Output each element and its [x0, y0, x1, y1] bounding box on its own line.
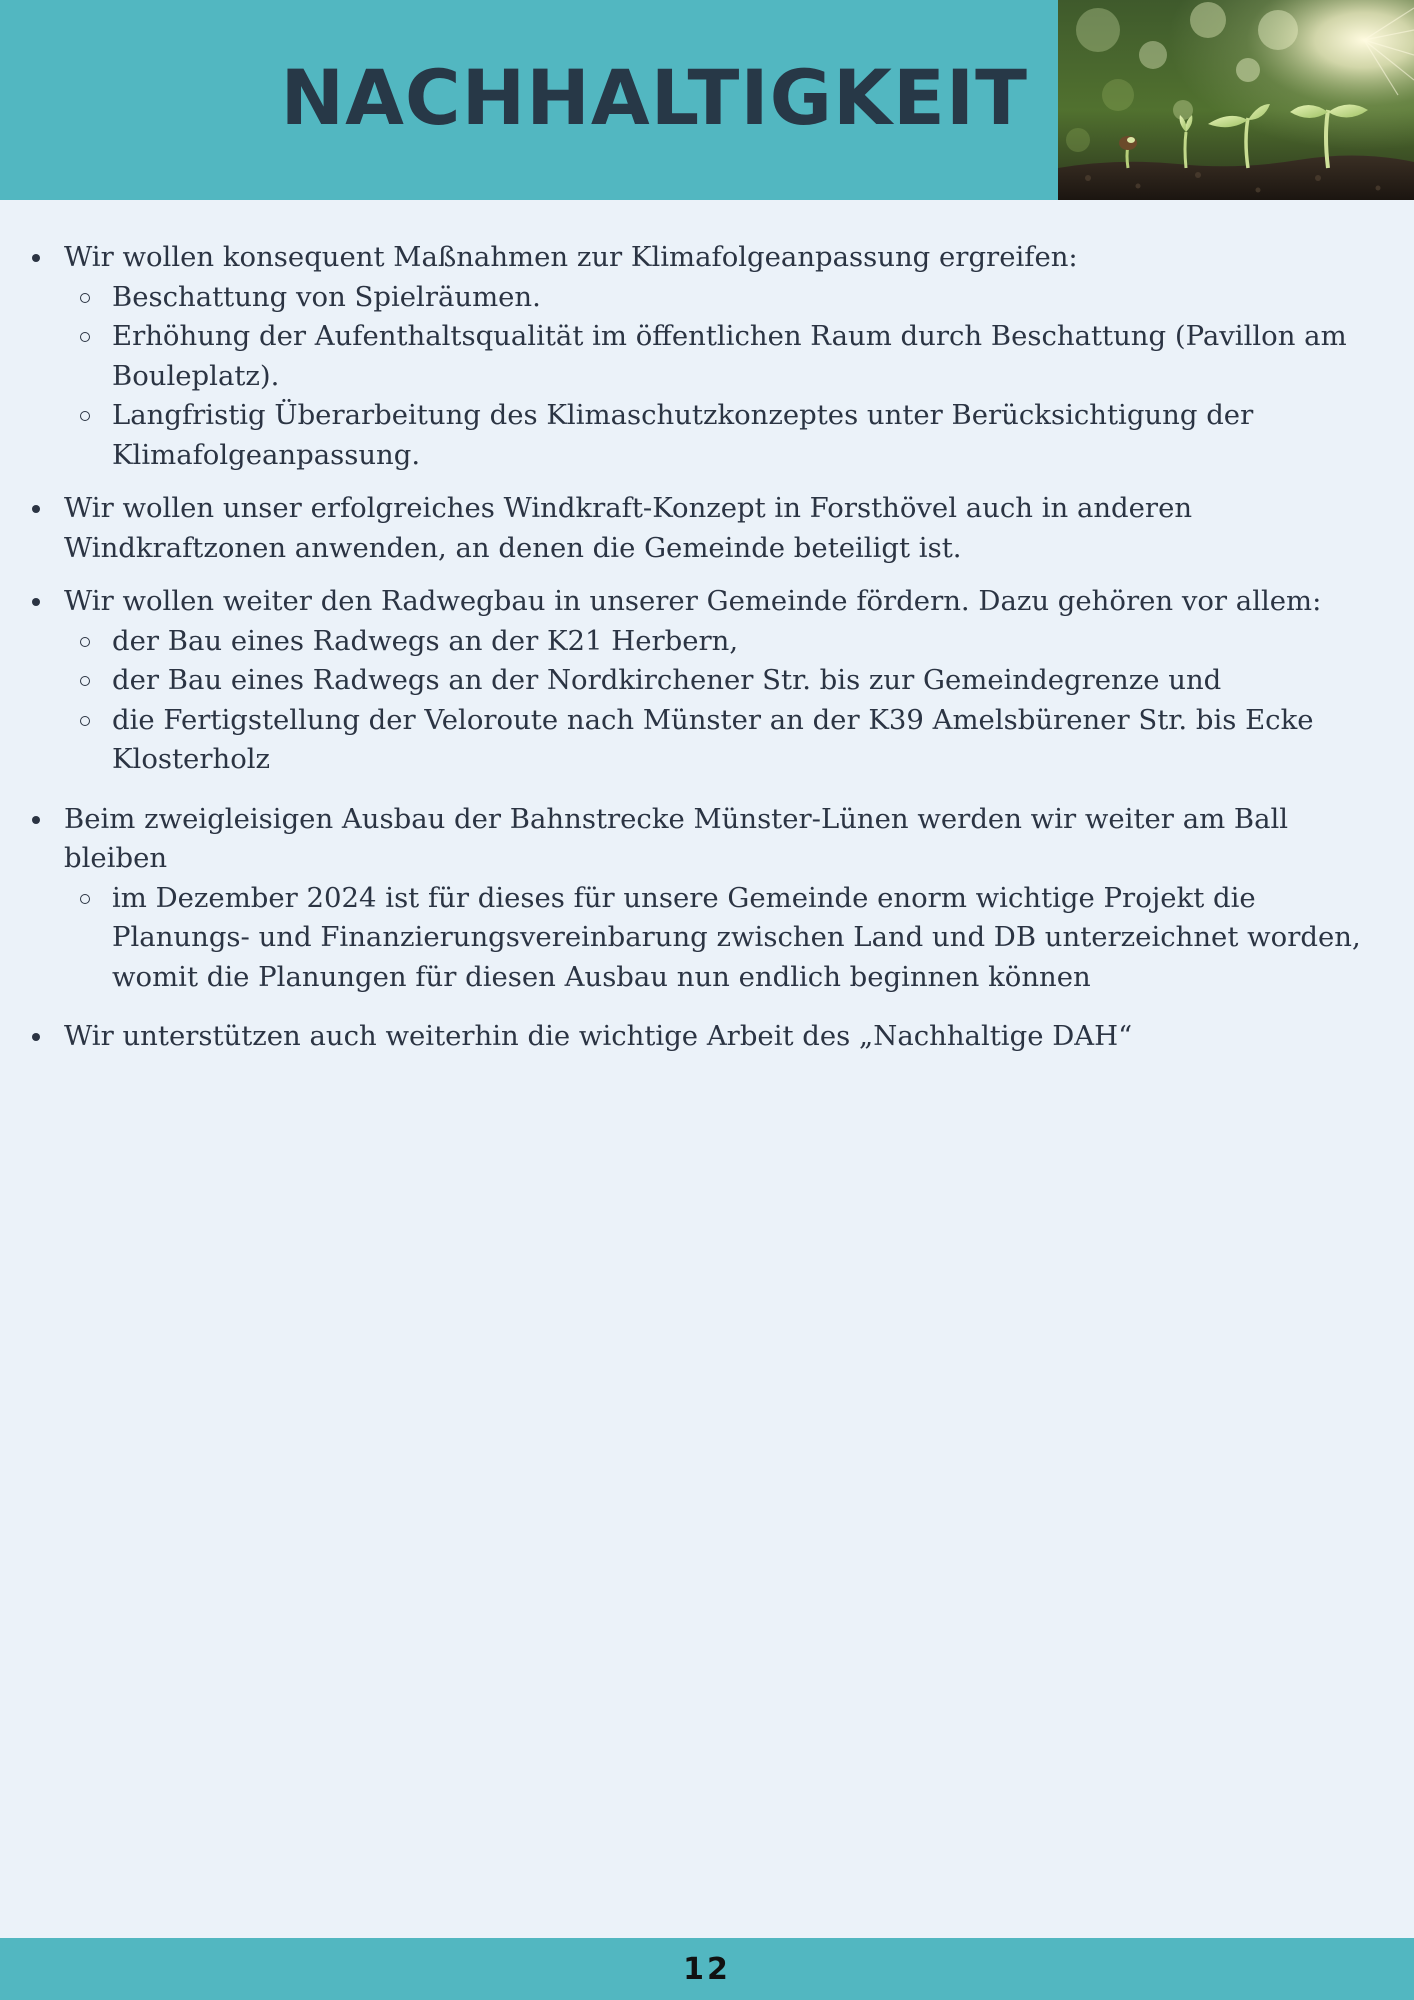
- sub-list-item: Beschattung von Spielräumen.: [64, 278, 1374, 318]
- sub-list-item: die Fertigstellung der Veloroute nach Münster an der K39 Amelsbürener Str. bis Ecke Klosterholz: [64, 701, 1374, 780]
- sub-list-item: Erhöhung der Aufenthaltsqualität im öffentlichen Raum durch Beschattung (Pavillon am Bouleplatz).: [64, 317, 1374, 396]
- list-item: [0, 1017, 1414, 1057]
- bullet-list: [0, 238, 1414, 1057]
- list-item-text: Beim zweigleisigen Ausbau der Bahnstrecke Münster-Lünen werden wir weiter am Ball bleiben: [64, 802, 1289, 874]
- list-item-text: Wir wollen unser erfolgreiches Windkraft-Konzept in Forsthövel auch in anderen Windkraftzonen anwenden, an denen die Gemeinde beteiligt ist.: [64, 492, 1193, 564]
- footer-bar: [0, 1938, 1414, 2000]
- content-area: [0, 238, 1414, 1057]
- list-item-text: Wir wollen weiter den Radwegbau in unserer Gemeinde fördern. Dazu gehören vor allem:: [64, 585, 1322, 617]
- page-number: 12: [683, 1952, 731, 1987]
- list-item: [0, 800, 1414, 998]
- sub-list: [64, 879, 1374, 998]
- sub-list-item: der Bau eines Radwegs an der Nordkirchener Str. bis zur Gemeindegrenze und: [64, 661, 1374, 701]
- seedlings-illustration: [1058, 0, 1414, 200]
- list-item-text: Wir wollen konsequent Maßnahmen zur Klimafolgeanpassung ergreifen:: [64, 241, 1078, 273]
- sub-list-item: der Bau eines Radwegs an der K21 Herbern,: [64, 622, 1374, 662]
- list-item: [0, 238, 1414, 475]
- page-title: NACHHALTIGKEIT: [280, 53, 1028, 142]
- list-item-text: Wir unterstützen auch weiterhin die wichtige Arbeit des „Nachhaltige DAH“: [64, 1020, 1133, 1052]
- sub-list-item: im Dezember 2024 ist für dieses für unsere Gemeinde enorm wichtige Projekt die Planungs- und Finanzierungsvereinbarung zwischen Land und DB unterzeichnet worden, womit die Planungen für diesen Ausbau nun endlich beginnen können: [64, 879, 1374, 998]
- seedlings-photo: [1058, 0, 1414, 200]
- sub-list-item: Langfristig Überarbeitung des Klimaschutzkonzeptes unter Berücksichtigung der Klimafolgeanpassung.: [64, 396, 1374, 475]
- sub-list: [64, 278, 1374, 476]
- sub-list: [64, 622, 1374, 780]
- list-item: [0, 582, 1414, 780]
- list-item: [0, 489, 1414, 568]
